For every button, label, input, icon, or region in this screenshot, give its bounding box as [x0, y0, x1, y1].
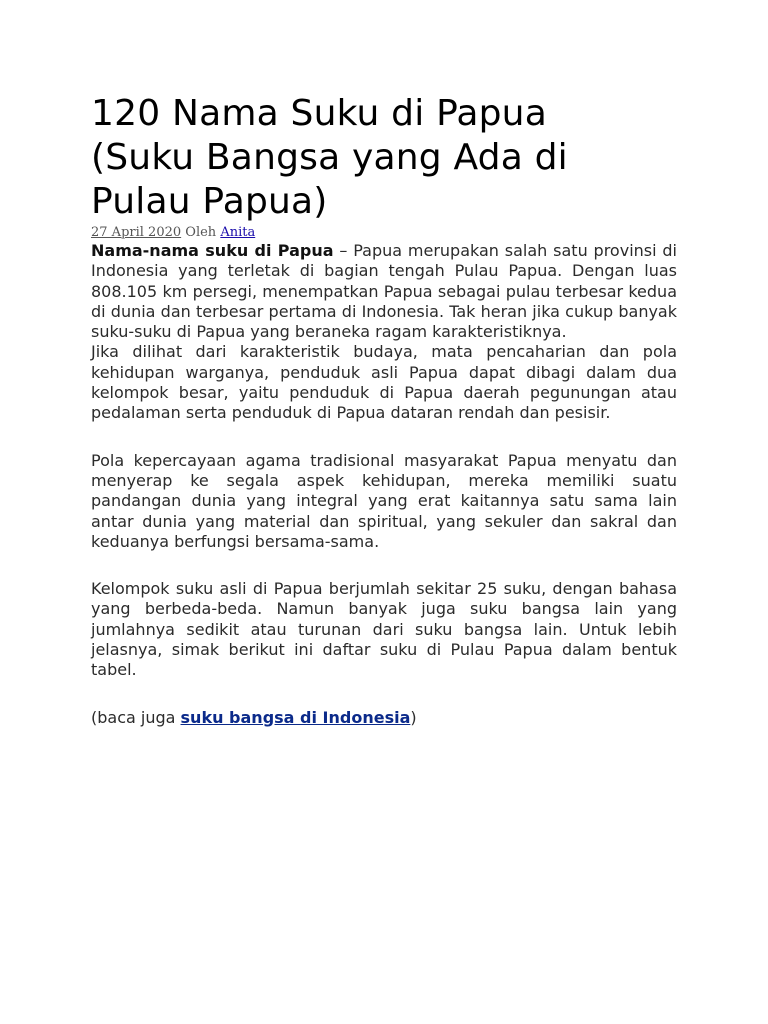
post-date-link[interactable]: 27 April 2020: [91, 225, 182, 240]
title-line-2: (Suku Bangsa yang Ada di: [91, 137, 568, 178]
title-line-3: Pulau Papua): [91, 181, 328, 222]
author-link[interactable]: Anita: [220, 225, 256, 240]
intro-keyword: Nama-nama suku di Papua: [91, 241, 334, 260]
by-label: Oleh: [185, 225, 217, 240]
paragraph-tribes: Kelompok suku asli di Papua berjumlah sekitar 25 suku, dengan bahasa yang berbeda-beda. Namun banyak juga suku bangsa lain yang jumlahnya sedikit atau turunan dari suku bangsa lain. Untuk lebih jelasnya, simak berikut ini daftar suku di Pulau Papua dalam bentuk tabel.: [91, 579, 677, 680]
see-also-link[interactable]: suku bangsa di Indonesia: [180, 707, 411, 727]
post-meta: [91, 225, 677, 241]
paragraph-intro: [91, 241, 677, 342]
paragraph-population: Jika dilihat dari karakteristik budaya, mata pencaharian dan pola kehidupan warganya, penduduk asli Papua dapat dibagi dalam dua kelompok besar, yaitu penduduk di Papua daerah pegunungan atau pedalaman serta penduduk di Papua dataran rendah dan pesisir.: [91, 342, 677, 423]
paragraph-beliefs: Pola kepercayaan agama tradisional masyarakat Papua menyatu dan menyerap ke segala aspek kehidupan, mereka memiliki suatu pandangan dunia yang integral yang erat kaitannya satu sama lain antar dunia yang material dan spiritual, yang sekuler dan sakral dan keduanya berfungsi bersama-sama.: [91, 450, 677, 551]
see-also-prefix: (baca juga: [91, 707, 181, 727]
article: [91, 92, 677, 728]
page-title: [91, 92, 677, 224]
title-line-1: 120 Nama Suku di Papua: [91, 93, 547, 134]
see-also: [91, 708, 677, 728]
intro-text: – Papua merupakan salah satu provinsi di Indonesia yang terletak di bagian tengah Pulau Papua. Dengan luas 808.105 km persegi, menempatkan Papua sebagai pulau terbesar kedua di dunia dan terbesar pertama di Indonesia. Tak heran jika cukup banyak suku-suku di Papua yang beraneka ragam karakteristiknya.: [91, 241, 678, 342]
see-also-suffix: ): [410, 707, 417, 727]
article-body: [91, 241, 677, 728]
